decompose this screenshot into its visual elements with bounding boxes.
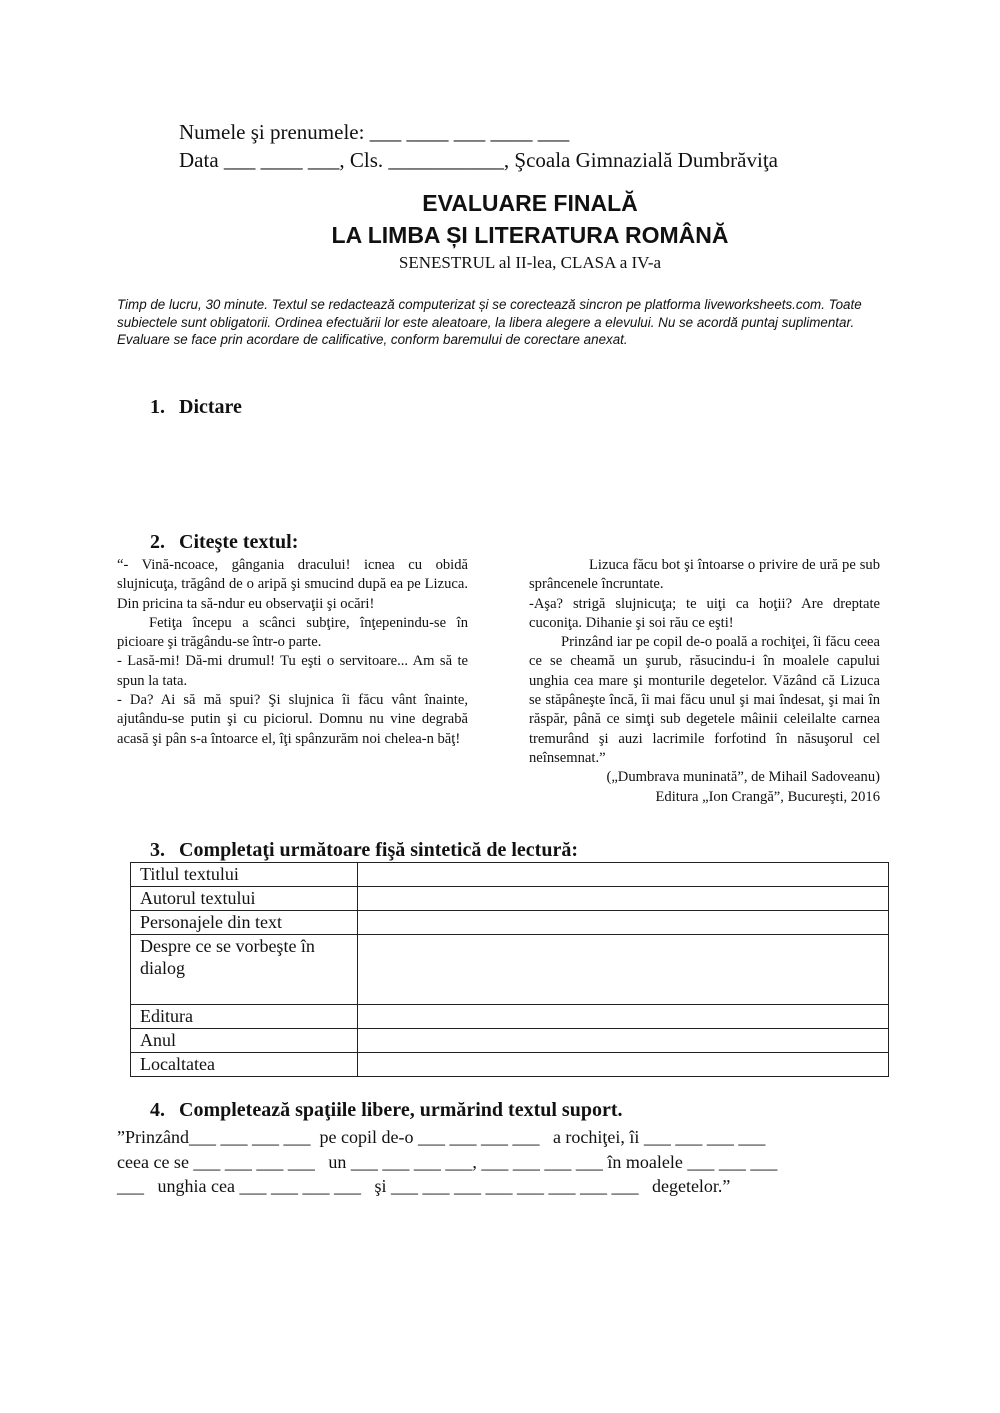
page-title: EVALUARE FINALĂ bbox=[422, 190, 638, 216]
instructions: Timp de lucru, 30 minute. Textul se redactează computerizat și se corectează sincron pe platforma liveworksheets.com. Toate subiectele sunt obligatorii. Ordinea efectuării lor este aleatoare, la libera alegere a elevului. Nu se acordă puntaj suplimentar. Evaluare se face prin acordare de calificative, conform baremului de corectare anexat. bbox=[117, 297, 862, 348]
section-label: Completaţi următoare fişă sintetică de lectură: bbox=[179, 839, 578, 861]
fill-line[interactable]: ”Prinzând___ ___ ___ ___ pe copil de-o ___ ___ ___ ___ a rochiţei, îi ___ ___ ___ ___ bbox=[117, 1127, 766, 1147]
section-label: Completează spaţiile libere, urmărind textul suport. bbox=[179, 1099, 623, 1121]
source-citation: („Dumbrava muninată”, de Mihail Sadoveanu) bbox=[606, 769, 880, 786]
row-label: Personajele din text bbox=[131, 911, 358, 935]
row-label: Titlul textului bbox=[131, 863, 358, 887]
section-number: 3. bbox=[150, 839, 165, 861]
name-line: Numele şi prenumele: ___ ____ ___ ____ ___ bbox=[179, 120, 570, 144]
paragraph: Fetiţa începu a scânci subţire, înţepenindu-se în picioare şi trăgându-se într-o parte. bbox=[117, 614, 468, 651]
section-number: 2. bbox=[150, 531, 165, 553]
section-1-heading bbox=[150, 394, 242, 420]
table-row bbox=[131, 1053, 889, 1077]
fill-in-blanks-text bbox=[117, 1125, 897, 1199]
page-title-subject: LA LIMBA ȘI LITERATURA ROMÂNĂ bbox=[331, 222, 729, 248]
reading-text-right-column bbox=[529, 556, 880, 807]
section-number: 4. bbox=[150, 1099, 165, 1121]
reading-sheet-table bbox=[130, 862, 889, 1077]
table-row bbox=[131, 887, 889, 911]
answer-cell[interactable] bbox=[358, 911, 889, 935]
section-4-heading bbox=[150, 1097, 622, 1123]
paragraph: Lizuca făcu bot şi întoarse o privire de ură pe sub sprâncenele încruntate. bbox=[529, 557, 880, 593]
section-label: Dictare bbox=[179, 396, 242, 418]
table-row bbox=[131, 1029, 889, 1053]
row-label: Autorul textului bbox=[131, 887, 358, 911]
paragraph: - Da? Ai să mă spui? Şi slujnica îi făcu vânt înainte, ajutându-se putin şi cu piciorul. Domnu nu vine degrabă acasă şi pân s-a întoarce el, îţi spânzurăm noi chelea-n băţ! bbox=[117, 692, 468, 747]
paragraph: -Aşa? strigă slujnicuţa; te uiţi ca hoţii? Are dreptate cuconiţa. Dihanie şi soi rău ce eşti! bbox=[529, 595, 880, 631]
answer-cell[interactable] bbox=[358, 1005, 889, 1029]
table-row bbox=[131, 911, 889, 935]
date-class-school-line: Data ___ ____ ___, Cls. ___________, Şcoala Gimnazială Dumbrăviţa bbox=[179, 148, 778, 172]
table-row bbox=[131, 935, 889, 1005]
paragraph: - Lasă-mi! Dă-mi drumul! Tu eşti o servitoare... Am să te spun la tata. bbox=[117, 653, 468, 689]
fill-line[interactable]: ___ unghia cea ___ ___ ___ ___ şi ___ ___ ___ ___ ___ ___ ___ ___ degetelor.” bbox=[117, 1176, 731, 1196]
answer-cell[interactable] bbox=[358, 887, 889, 911]
answer-cell[interactable] bbox=[358, 1029, 889, 1053]
section-number: 1. bbox=[150, 396, 165, 418]
table-row bbox=[131, 1005, 889, 1029]
table-row bbox=[131, 863, 889, 887]
row-label: Despre ce se vorbeşte în dialog bbox=[131, 935, 358, 1005]
paragraph: Prinzând iar pe copil de-o poală a rochiţei, îi făcu ceea ce se cheamă un şurub, răsucindu-i în moalele capului unghia cea mare şi monturile degetelor. Văzând că Lizuca se stăpâneşte încă, îi mai făcu unul şi mai îndesat, şi mai în răspăr, până ce simţi sub degetele mâinii celeilalte carnea tremurând şi auzi lacrimile forfotind în năsuşorul cel neînsemnat.” bbox=[529, 634, 880, 766]
answer-cell[interactable] bbox=[358, 935, 889, 1005]
section-label: Citeşte textul: bbox=[179, 531, 299, 553]
answer-cell[interactable] bbox=[358, 1053, 889, 1077]
fill-line[interactable]: ceea ce se ___ ___ ___ ___ un ___ ___ ___ ___, ___ ___ ___ ___ în moalele ___ ___ ___ bbox=[117, 1151, 778, 1172]
row-label: Anul bbox=[131, 1029, 358, 1053]
row-label: Localtatea bbox=[131, 1053, 358, 1077]
reading-text-left-column bbox=[117, 556, 468, 749]
paragraph: “- Vină-ncoace, gângania dracului! icnea cu obidă slujnicuţa, trăgând de o aripă şi smucind după ea pe Lizuca. Din pricina ta să-ndur eu observaţii şi ocări! bbox=[117, 557, 468, 612]
section-3-heading bbox=[150, 837, 578, 863]
answer-cell[interactable] bbox=[358, 863, 889, 887]
source-publisher: Editura „Ion Crangă”, Bucureşti, 2016 bbox=[655, 788, 880, 805]
page-subtitle: SENESTRUL al II-lea, CLASA a IV-a bbox=[398, 253, 662, 272]
section-2-heading bbox=[150, 529, 298, 555]
row-label: Editura bbox=[131, 1005, 358, 1029]
